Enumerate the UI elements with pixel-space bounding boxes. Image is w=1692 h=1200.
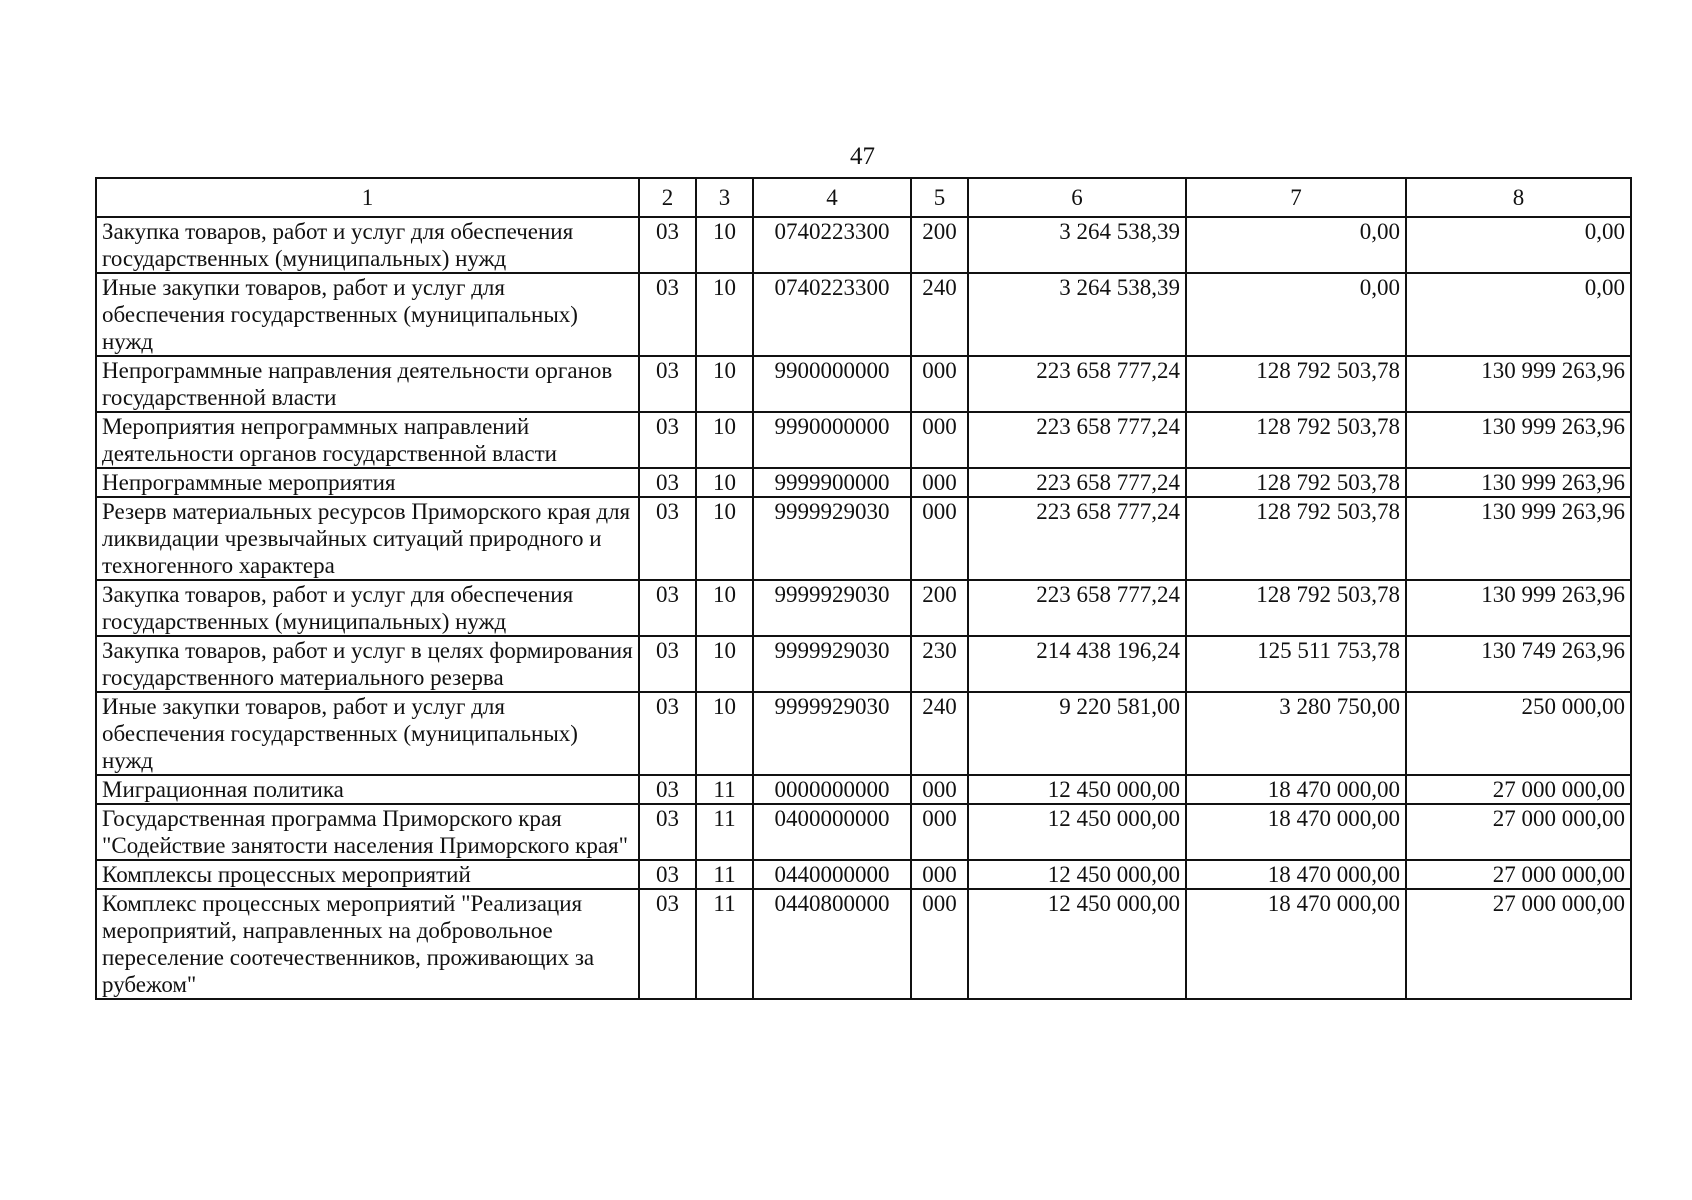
row-name-cell: Миграционная политика <box>96 775 639 804</box>
amount-col7-cell: 3 280 750,00 <box>1186 692 1406 775</box>
table-row <box>96 580 1631 636</box>
row-name-cell: Иные закупки товаров, работ и услуг для обеспечения государственных (муниципальных) нужд <box>96 692 639 775</box>
table-row <box>96 860 1631 889</box>
amount-col8-cell: 27 000 000,00 <box>1406 804 1631 860</box>
amount-col6-cell: 9 220 581,00 <box>968 692 1186 775</box>
row-name-cell: Непрограммные направления деятельности органов государственной власти <box>96 356 639 412</box>
section-code-cell: 03 <box>639 860 696 889</box>
subsection-code-cell: 10 <box>696 636 753 692</box>
column-header-2: 2 <box>639 178 696 217</box>
amount-col8-cell: 250 000,00 <box>1406 692 1631 775</box>
target-article-cell: 9900000000 <box>753 356 911 412</box>
amount-col6-cell: 12 450 000,00 <box>968 889 1186 999</box>
row-name-cell: Закупка товаров, работ и услуг для обеспечения государственных (муниципальных) нужд <box>96 217 639 273</box>
header-row <box>96 178 1631 217</box>
section-code-cell: 03 <box>639 412 696 468</box>
row-name-cell: Резерв материальных ресурсов Приморского края для ликвидации чрезвычайных ситуаций природного и техногенного характера <box>96 497 639 580</box>
column-header-1: 1 <box>96 178 639 217</box>
amount-col7-cell: 0,00 <box>1186 273 1406 356</box>
table-row <box>96 273 1631 356</box>
expense-type-cell: 000 <box>911 356 968 412</box>
amount-col6-cell: 3 264 538,39 <box>968 217 1186 273</box>
row-name-cell: Мероприятия непрограммных направлений деятельности органов государственной власти <box>96 412 639 468</box>
section-code-cell: 03 <box>639 580 696 636</box>
amount-col8-cell: 27 000 000,00 <box>1406 775 1631 804</box>
section-code-cell: 03 <box>639 468 696 497</box>
target-article-cell: 9999929030 <box>753 580 911 636</box>
row-name-cell: Комплекс процессных мероприятий "Реализация мероприятий, направленных на добровольное переселение соотечественников, проживающих за рубежом" <box>96 889 639 999</box>
target-article-cell: 0400000000 <box>753 804 911 860</box>
column-header-6: 6 <box>968 178 1186 217</box>
amount-col7-cell: 0,00 <box>1186 217 1406 273</box>
section-code-cell: 03 <box>639 889 696 999</box>
table-row <box>96 497 1631 580</box>
amount-col8-cell: 130 999 263,96 <box>1406 497 1631 580</box>
expense-type-cell: 000 <box>911 412 968 468</box>
expense-type-cell: 000 <box>911 775 968 804</box>
expense-type-cell: 230 <box>911 636 968 692</box>
subsection-code-cell: 10 <box>696 468 753 497</box>
amount-col7-cell: 18 470 000,00 <box>1186 775 1406 804</box>
amount-col7-cell: 18 470 000,00 <box>1186 860 1406 889</box>
amount-col7-cell: 128 792 503,78 <box>1186 497 1406 580</box>
table-row <box>96 636 1631 692</box>
section-code-cell: 03 <box>639 356 696 412</box>
section-code-cell: 03 <box>639 273 696 356</box>
subsection-code-cell: 10 <box>696 412 753 468</box>
expense-type-cell: 240 <box>911 273 968 356</box>
amount-col7-cell: 128 792 503,78 <box>1186 580 1406 636</box>
section-code-cell: 03 <box>639 497 696 580</box>
table-row <box>96 889 1631 999</box>
amount-col6-cell: 223 658 777,24 <box>968 497 1186 580</box>
expense-type-cell: 000 <box>911 804 968 860</box>
column-header-4: 4 <box>753 178 911 217</box>
target-article-cell: 9990000000 <box>753 412 911 468</box>
target-article-cell: 9999929030 <box>753 692 911 775</box>
subsection-code-cell: 10 <box>696 356 753 412</box>
expense-type-cell: 200 <box>911 580 968 636</box>
section-code-cell: 03 <box>639 804 696 860</box>
column-header-8: 8 <box>1406 178 1631 217</box>
table-row <box>96 412 1631 468</box>
column-header-5: 5 <box>911 178 968 217</box>
subsection-code-cell: 10 <box>696 273 753 356</box>
column-header-3: 3 <box>696 178 753 217</box>
column-header-7: 7 <box>1186 178 1406 217</box>
subsection-code-cell: 11 <box>696 775 753 804</box>
target-article-cell: 0740223300 <box>753 273 911 356</box>
amount-col6-cell: 12 450 000,00 <box>968 860 1186 889</box>
amount-col6-cell: 223 658 777,24 <box>968 580 1186 636</box>
amount-col8-cell: 27 000 000,00 <box>1406 889 1631 999</box>
target-article-cell: 9999900000 <box>753 468 911 497</box>
expense-type-cell: 000 <box>911 497 968 580</box>
subsection-code-cell: 10 <box>696 692 753 775</box>
amount-col8-cell: 130 999 263,96 <box>1406 580 1631 636</box>
section-code-cell: 03 <box>639 775 696 804</box>
target-article-cell: 0440000000 <box>753 860 911 889</box>
row-name-cell: Закупка товаров, работ и услуг для обеспечения государственных (муниципальных) нужд <box>96 580 639 636</box>
amount-col8-cell: 27 000 000,00 <box>1406 860 1631 889</box>
table-row <box>96 356 1631 412</box>
row-name-cell: Иные закупки товаров, работ и услуг для обеспечения государственных (муниципальных) нужд <box>96 273 639 356</box>
amount-col7-cell: 18 470 000,00 <box>1186 889 1406 999</box>
section-code-cell: 03 <box>639 692 696 775</box>
target-article-cell: 0740223300 <box>753 217 911 273</box>
amount-col7-cell: 18 470 000,00 <box>1186 804 1406 860</box>
expense-type-cell: 000 <box>911 860 968 889</box>
section-code-cell: 03 <box>639 636 696 692</box>
amount-col6-cell: 12 450 000,00 <box>968 775 1186 804</box>
subsection-code-cell: 11 <box>696 860 753 889</box>
amount-col6-cell: 223 658 777,24 <box>968 468 1186 497</box>
table-row <box>96 775 1631 804</box>
table-row <box>96 468 1631 497</box>
expense-type-cell: 200 <box>911 217 968 273</box>
table-row <box>96 217 1631 273</box>
budget-table <box>95 177 1632 1000</box>
amount-col7-cell: 128 792 503,78 <box>1186 356 1406 412</box>
expense-type-cell: 000 <box>911 468 968 497</box>
section-code-cell: 03 <box>639 217 696 273</box>
amount-col8-cell: 0,00 <box>1406 273 1631 356</box>
page-number: 47 <box>850 143 875 170</box>
row-name-cell: Государственная программа Приморского края "Содействие занятости населения Приморского края" <box>96 804 639 860</box>
row-name-cell: Закупка товаров, работ и услуг в целях формирования государственного материального резерва <box>96 636 639 692</box>
amount-col6-cell: 223 658 777,24 <box>968 356 1186 412</box>
amount-col8-cell: 130 749 263,96 <box>1406 636 1631 692</box>
amount-col6-cell: 214 438 196,24 <box>968 636 1186 692</box>
subsection-code-cell: 11 <box>696 804 753 860</box>
expense-type-cell: 240 <box>911 692 968 775</box>
target-article-cell: 0440800000 <box>753 889 911 999</box>
amount-col6-cell: 12 450 000,00 <box>968 804 1186 860</box>
amount-col7-cell: 128 792 503,78 <box>1186 468 1406 497</box>
target-article-cell: 9999929030 <box>753 497 911 580</box>
amount-col6-cell: 223 658 777,24 <box>968 412 1186 468</box>
subsection-code-cell: 11 <box>696 889 753 999</box>
amount-col8-cell: 130 999 263,96 <box>1406 468 1631 497</box>
amount-col7-cell: 128 792 503,78 <box>1186 412 1406 468</box>
amount-col8-cell: 130 999 263,96 <box>1406 356 1631 412</box>
subsection-code-cell: 10 <box>696 217 753 273</box>
table-row <box>96 804 1631 860</box>
subsection-code-cell: 10 <box>696 580 753 636</box>
expense-type-cell: 000 <box>911 889 968 999</box>
subsection-code-cell: 10 <box>696 497 753 580</box>
amount-col6-cell: 3 264 538,39 <box>968 273 1186 356</box>
amount-col7-cell: 125 511 753,78 <box>1186 636 1406 692</box>
row-name-cell: Непрограммные мероприятия <box>96 468 639 497</box>
row-name-cell: Комплексы процессных мероприятий <box>96 860 639 889</box>
amount-col8-cell: 0,00 <box>1406 217 1631 273</box>
table-row <box>96 692 1631 775</box>
amount-col8-cell: 130 999 263,96 <box>1406 412 1631 468</box>
target-article-cell: 0000000000 <box>753 775 911 804</box>
target-article-cell: 9999929030 <box>753 636 911 692</box>
